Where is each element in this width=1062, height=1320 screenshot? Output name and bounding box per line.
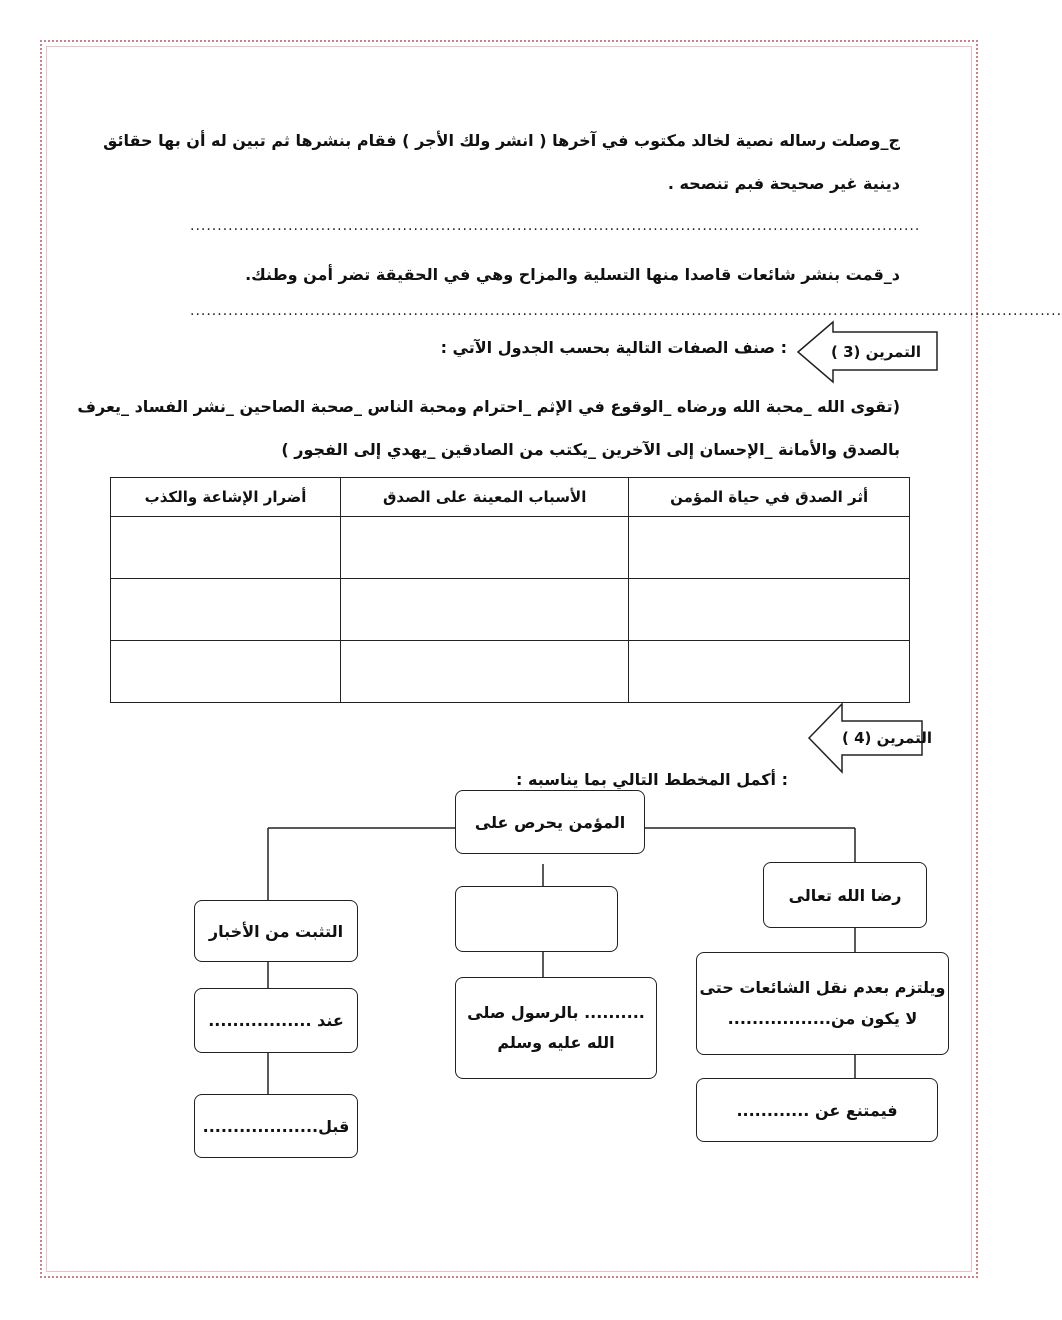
- diagram-left-bottom-box: [194, 1094, 358, 1158]
- diagram-middle-bottom-box: [455, 977, 657, 1079]
- diagram-right-top-box: [763, 862, 927, 928]
- diagram-right-top-text: رضا الله تعالى: [788, 885, 902, 905]
- diagram-root-text: المؤمن يحرص على: [474, 812, 626, 832]
- diagram-middle-top-box[interactable]: [455, 886, 618, 952]
- diagram-middle-bottom-line1[interactable]: .......... بالرسول صلى: [467, 1002, 645, 1022]
- diagram-right-mid-box: [696, 952, 949, 1055]
- exercise-d-answer-line[interactable]: ................................................................................................................................................................: [190, 303, 1062, 319]
- exercise3-instruction: : صنف الصفات التالية بحسب الجدول الآتي :: [440, 338, 787, 357]
- diagram-left-bottom-text[interactable]: قبل...................: [202, 1116, 350, 1136]
- diagram-left-mid-box: [194, 988, 358, 1053]
- diagram-right-bottom-text[interactable]: فيمتنع عن ............: [736, 1100, 898, 1120]
- exercise-c-line2: دينية غير صحيحة فبم تنصحه .: [667, 174, 900, 193]
- diagram-middle-bottom-line2: الله عليه وسلم: [497, 1033, 615, 1052]
- diagram-left-mid-text[interactable]: عند .................: [208, 1011, 344, 1030]
- exercise-c-answer-line[interactable]: ......................................................................................................................................: [190, 218, 921, 234]
- exercise4-label: التمرين (4 ): [842, 729, 933, 747]
- table-header-cell: أثر الصدق في حياة المؤمن: [629, 478, 910, 517]
- diagram-right-mid-line1: ويلتزم بعدم نقل الشائعات حتى: [699, 978, 946, 998]
- exercise3-label: التمرين (3 ): [831, 343, 922, 361]
- table-header-cell: الأسباب المعينة على الصدق: [341, 478, 629, 517]
- exercise3-traits-line1: (تقوى الله _محبة الله ورضاه _الوقوع في الإثم _احترام ومحبة الناس _صحبة الصاحين _نشر الفساد _يعرف: [77, 397, 900, 416]
- table-header-cell: أضرار الإشاعة والكذب: [111, 478, 341, 517]
- exercise3-traits-line2: بالصدق والأمانة _الإحسان إلى الآخرين _يكتب من الصادقين _يهدي إلى الفجور ): [281, 440, 900, 459]
- exercise-d-line1: د_قمت بنشر شائعات قاصدا منها التسلية والمزاح وهي في الحقيقة تضر أمن وطنك.: [245, 265, 900, 284]
- diagram-right-mid-line2[interactable]: لا يكون من.................: [727, 1008, 918, 1028]
- exercise4-instruction: : أكمل المخطط التالي بما يناسبه :: [516, 770, 788, 789]
- diagram-left-top-text: التثبت من الأخبار: [208, 921, 344, 941]
- diagram-right-bottom-box: [696, 1078, 938, 1142]
- diagram-root-box: [455, 790, 645, 854]
- exercise-c-line1: ج_وصلت رساله نصية لخالد مكتوب في آخرها ( انشر ولك الأجر ) فقام بنشرها ثم تبين له أن بها حقائق: [103, 131, 900, 150]
- diagram-left-top-box: [194, 900, 358, 962]
